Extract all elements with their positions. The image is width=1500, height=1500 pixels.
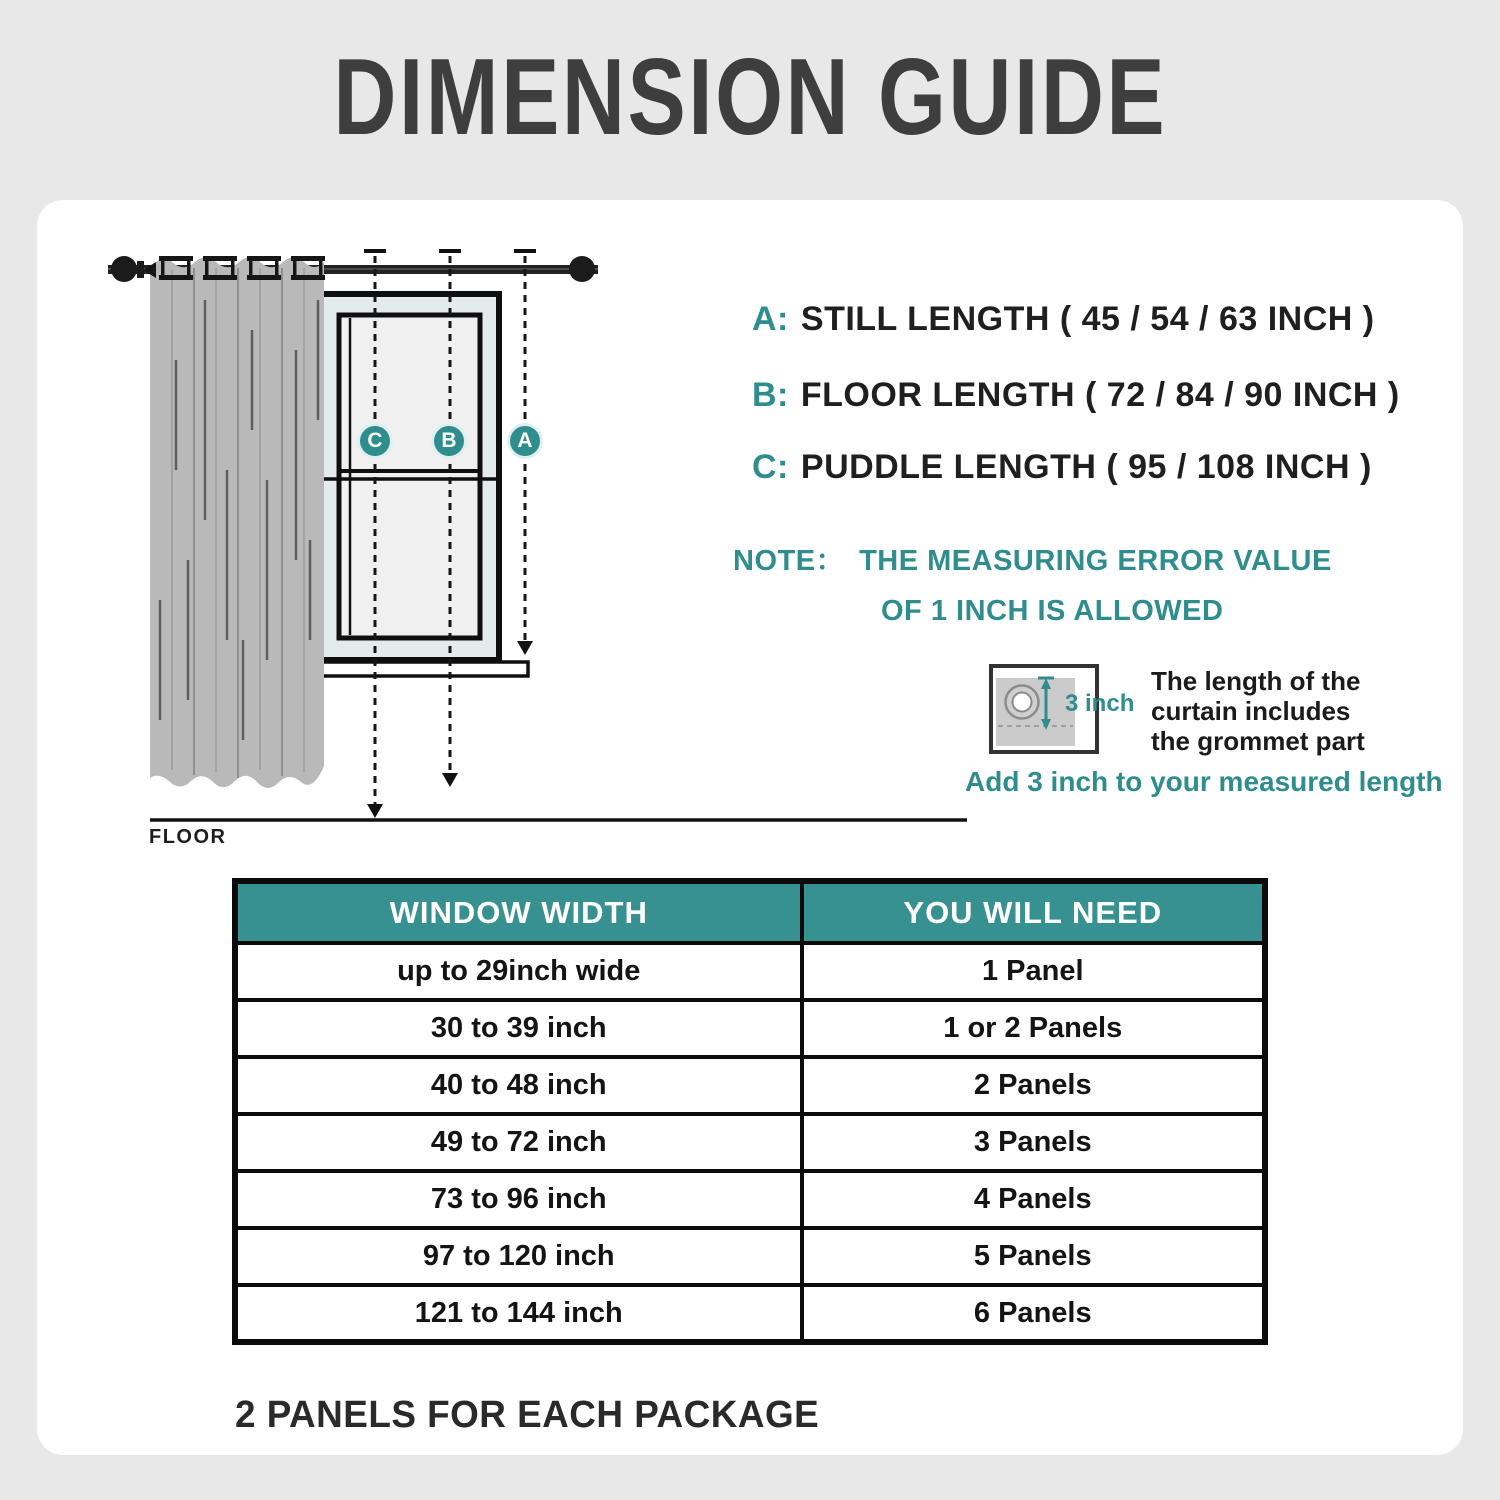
add-three-inch-tip: Add 3 inch to your measured length <box>965 766 1443 797</box>
length-marker-badge-a: A <box>510 426 540 456</box>
measuring-note <box>733 538 1332 628</box>
panels-needed-cell: 5 Panels <box>802 1228 1266 1285</box>
guide-card <box>37 200 1463 1455</box>
window-width-cell: 49 to 72 inch <box>235 1114 802 1171</box>
window-sill <box>318 662 528 676</box>
note-line2: OF 1 INCH IS ALLOWED <box>881 595 1224 627</box>
panel-size-table <box>232 878 1268 1345</box>
grommet-description-line3: the grommet part <box>1151 726 1365 756</box>
page-title: DIMENSION GUIDE <box>333 37 1167 158</box>
window-width-cell: 97 to 120 inch <box>235 1228 802 1285</box>
rod-finial-left <box>111 256 137 282</box>
length-key-c: C: <box>752 448 789 486</box>
title-wrap <box>0 36 1500 158</box>
floor-label: FLOOR <box>149 826 227 848</box>
table-header-row <box>235 881 1265 943</box>
length-key-a: A: <box>752 300 789 338</box>
length-line-b <box>752 376 1400 415</box>
window-width-cell: 121 to 144 inch <box>235 1285 802 1342</box>
grommet-description-line1: The length of the <box>1151 666 1361 696</box>
length-text-c: PUDDLE LENGTH ( 95 / 108 INCH ) <box>800 448 1372 486</box>
panels-needed-cell: 4 Panels <box>802 1171 1266 1228</box>
length-line-c <box>752 448 1372 487</box>
length-line-a <box>752 300 1375 339</box>
window-width-cell: 40 to 48 inch <box>235 1057 802 1114</box>
header-window-width: WINDOW WIDTH <box>235 881 802 943</box>
table-row <box>235 1285 1265 1342</box>
length-text-a: STILL LENGTH ( 45 / 54 / 63 INCH ) <box>800 300 1375 338</box>
window-graphic <box>318 294 528 676</box>
panels-needed-cell: 6 Panels <box>802 1285 1266 1342</box>
panels-needed-cell: 3 Panels <box>802 1114 1266 1171</box>
header-you-will-need: YOU WILL NEED <box>802 881 1266 943</box>
table-row <box>235 1000 1265 1057</box>
length-key-b: B: <box>752 376 789 414</box>
table-row <box>235 943 1265 1000</box>
length-marker-badge-c: C <box>360 426 390 456</box>
note-label: NOTE： <box>733 545 846 577</box>
package-note: 2 PANELS FOR EACH PACKAGE <box>235 1394 820 1436</box>
table-row <box>235 1057 1265 1114</box>
panels-needed-cell: 1 Panel <box>802 943 1266 1000</box>
table-row <box>235 1114 1265 1171</box>
grommet-description-line2: curtain includes <box>1151 696 1351 726</box>
table-row <box>235 1228 1265 1285</box>
length-text-b: FLOOR LENGTH ( 72 / 84 / 90 INCH ) <box>800 376 1400 414</box>
window-width-cell: 73 to 96 inch <box>235 1171 802 1228</box>
three-inch-label: 3 inch <box>1065 690 1135 717</box>
note-line1: THE MEASURING ERROR VALUE <box>859 545 1332 577</box>
window-width-cell: 30 to 39 inch <box>235 1000 802 1057</box>
window-width-cell: up to 29inch wide <box>235 943 802 1000</box>
panels-needed-cell: 1 or 2 Panels <box>802 1000 1266 1057</box>
grommet-description <box>1151 666 1365 756</box>
length-marker-badge-b: B <box>434 426 464 456</box>
panels-needed-cell: 2 Panels <box>802 1057 1266 1114</box>
curtain-panel-graphic <box>143 256 325 788</box>
table-row <box>235 1171 1265 1228</box>
